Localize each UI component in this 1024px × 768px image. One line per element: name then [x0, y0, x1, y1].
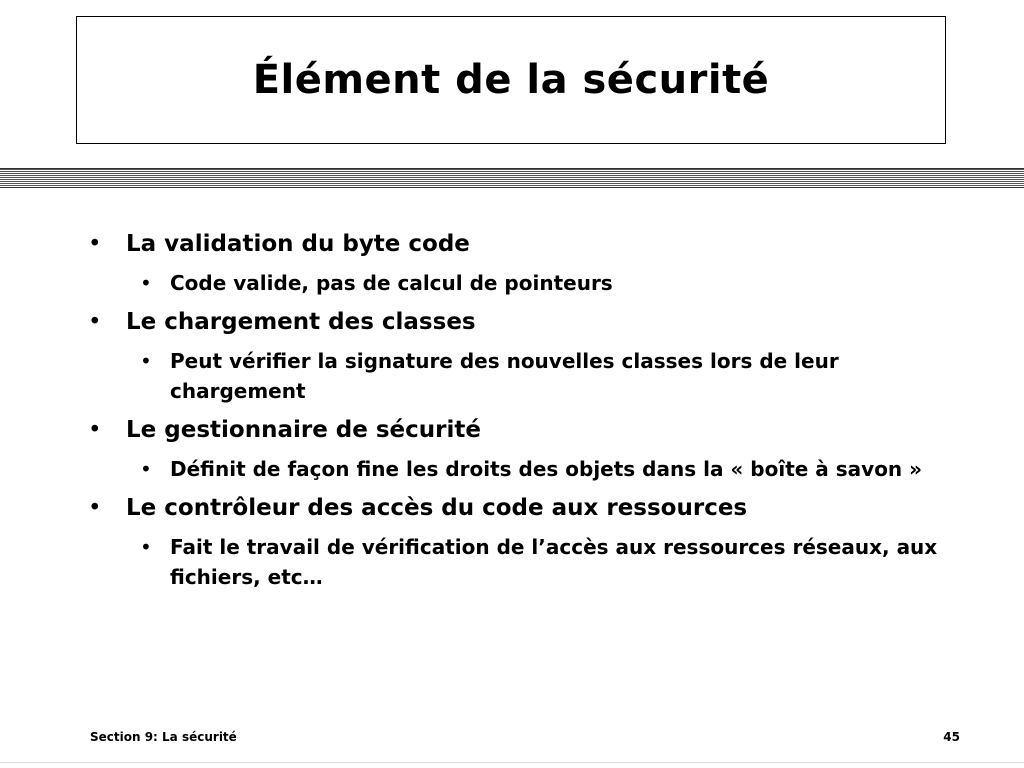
sub-bullet-text: Code valide, pas de calcul de pointeurs: [170, 271, 613, 295]
bullet-icon: •: [88, 495, 102, 521]
bullet-icon: •: [88, 309, 102, 335]
title-box: [76, 16, 946, 144]
sub-bullet-item: [140, 346, 968, 406]
sub-bullet-icon: •: [140, 271, 152, 295]
decorative-rule-band: [0, 168, 1024, 188]
sub-bullet-icon: •: [140, 535, 152, 559]
bullet-item: [88, 492, 968, 524]
sub-bullet-text: Peut vérifier la signature des nouvelles classes lors de leur chargement: [170, 349, 839, 403]
sub-bullet-item: [140, 454, 968, 484]
sub-bullet-icon: •: [140, 457, 152, 481]
bullet-text: Le gestionnaire de sécurité: [126, 417, 481, 443]
bullet-icon: •: [88, 231, 102, 257]
slide-title: Élément de la sécurité: [252, 57, 770, 103]
bullet-icon: •: [88, 417, 102, 443]
bullet-text: Le chargement des classes: [126, 309, 476, 335]
sub-bullet-item: [140, 532, 968, 592]
bullet-text: Le contrôleur des accès du code aux ressources: [126, 495, 748, 521]
bullet-item: [88, 306, 968, 338]
bullet-text: La validation du byte code: [126, 231, 470, 257]
sub-bullet-icon: •: [140, 349, 152, 373]
sub-bullet-text: Fait le travail de vérification de l’accès aux ressources réseaux, aux fichiers, etc…: [170, 535, 938, 589]
sub-bullet-item: [140, 268, 968, 298]
bullet-item: [88, 414, 968, 446]
bullet-list: [88, 228, 968, 600]
sub-bullet-text: Définit de façon fine les droits des objets dans la « boîte à savon »: [170, 457, 923, 481]
bullet-item: [88, 228, 968, 260]
footer-page-number: 45: [943, 730, 960, 744]
footer-section-label: Section 9: La sécurité: [90, 730, 237, 744]
bottom-divider: [0, 762, 1024, 763]
